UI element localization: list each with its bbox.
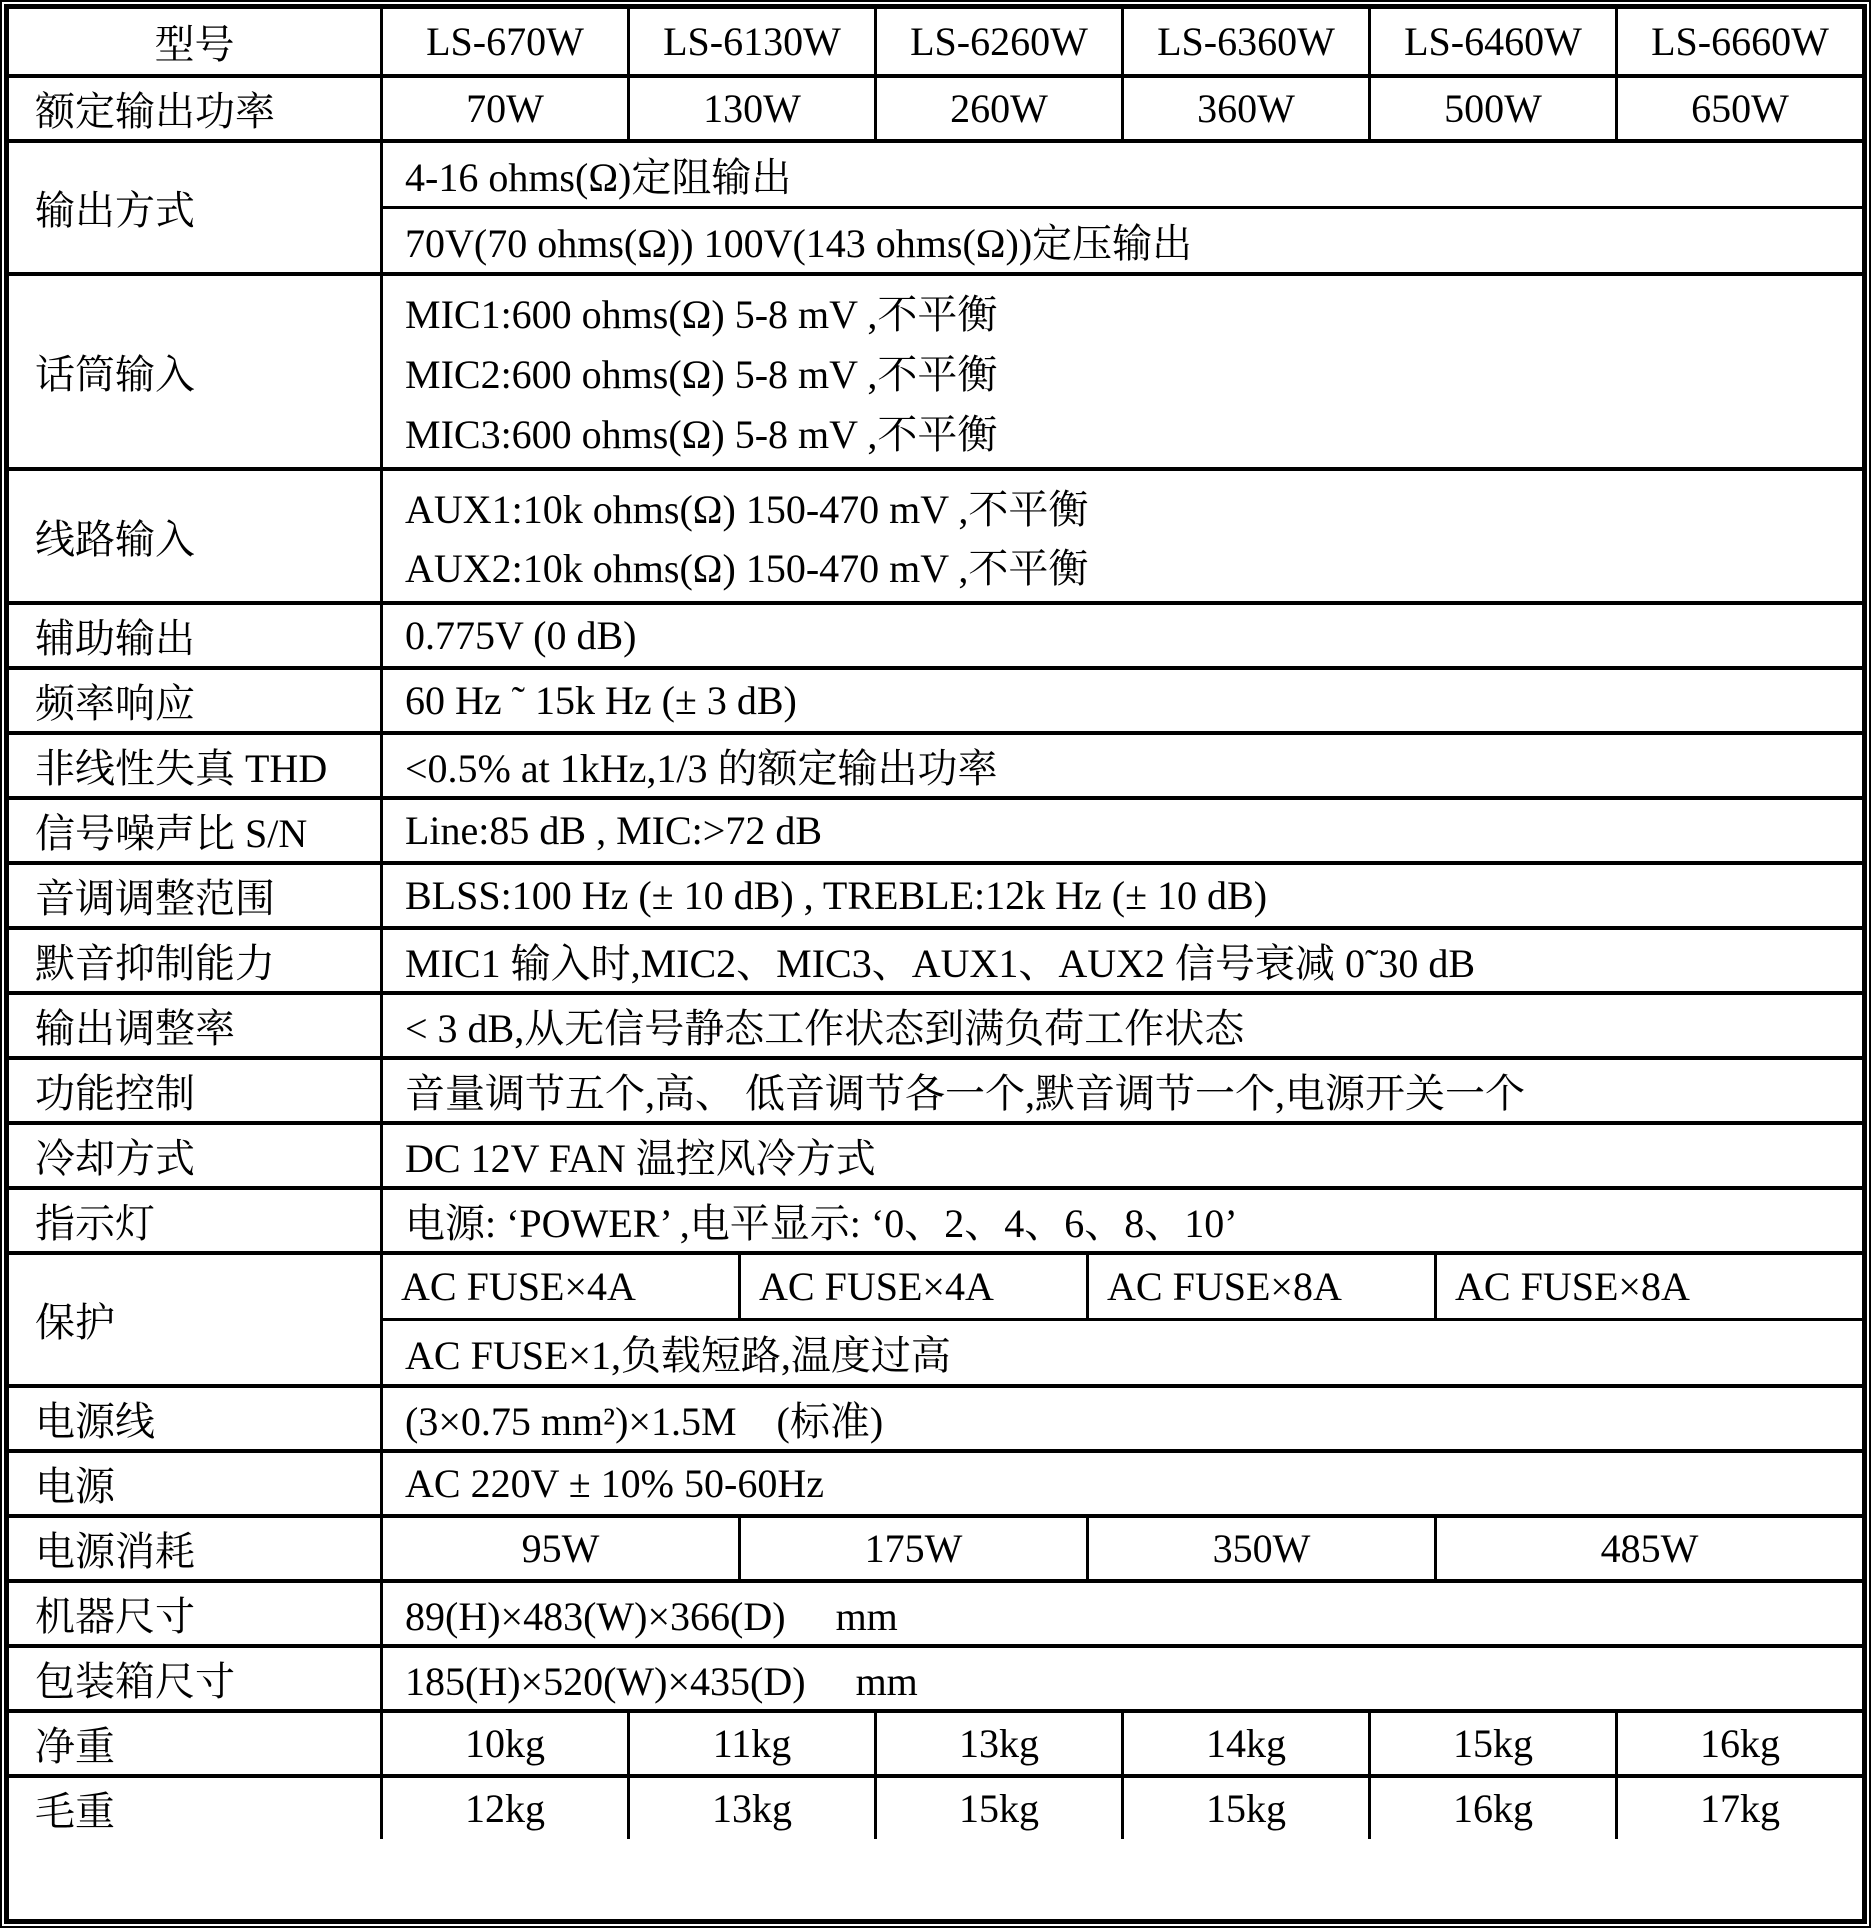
model-name: LS-6660W — [1615, 9, 1862, 74]
output-mode-value: 70V(70 ohms(Ω)) 100V(143 ohms(Ω))定压输出 — [405, 221, 1193, 266]
row-regulation — [9, 991, 1862, 1056]
row-value: < 3 dB,从无信号静态工作状态到满负荷工作状态 — [405, 1006, 1245, 1051]
row-value: 60 Hz ˜ 15k Hz (± 3 dB) — [405, 678, 797, 723]
row-label: 输出调整率 — [9, 995, 383, 1056]
row-label: 毛重 — [9, 1778, 383, 1839]
row-label: 电源 — [9, 1453, 383, 1514]
row-indicators — [9, 1186, 1862, 1251]
row-value: <0.5% at 1kHz,1/3 的额定输出功率 — [405, 746, 998, 791]
row-label: 电源线 — [9, 1388, 383, 1449]
row-power-cord — [9, 1384, 1862, 1449]
rated-power-value: 500W — [1368, 78, 1615, 139]
output-mode-subrows — [383, 143, 1862, 272]
row-label: 指示灯 — [9, 1190, 383, 1251]
model-name: LS-6260W — [874, 9, 1121, 74]
consumption-value: 175W — [738, 1518, 1086, 1579]
gross-weight-value: 16kg — [1368, 1778, 1615, 1839]
row-rated-power — [9, 74, 1862, 139]
output-mode-subrow — [383, 206, 1862, 272]
model-name: LS-670W — [426, 19, 584, 64]
row-label: 净重 — [9, 1713, 383, 1774]
row-label: 频率响应 — [9, 670, 383, 731]
mic-input-line: MIC1:600 ohms(Ω) 5-8 mV ,不平衡 — [405, 292, 998, 338]
net-weight-value: 13kg — [874, 1713, 1121, 1774]
row-value: DC 12V FAN 温控风冷方式 — [405, 1136, 876, 1181]
gross-weight-cells — [383, 1778, 1862, 1839]
row-output-mode — [9, 139, 1862, 272]
fuse-value: AC FUSE×4A — [401, 1264, 636, 1309]
fuse-value: AC FUSE×4A — [738, 1255, 1086, 1318]
row-label: 型号 — [9, 9, 383, 74]
rated-power-value: 70W — [466, 86, 544, 131]
row-label: 保护 — [9, 1255, 383, 1384]
output-mode-value: 4-16 ohms(Ω)定阻输出 — [405, 155, 792, 200]
model-name: LS-6130W — [627, 9, 874, 74]
row-value: AC 220V ± 10% 50-60Hz — [405, 1461, 824, 1506]
row-value: 185(H)×520(W)×435(D) mm — [405, 1659, 918, 1704]
row-value: BLSS:100 Hz (± 10 dB) , TREBLE:12k Hz (± 10 dB) — [405, 873, 1268, 918]
row-label: 信号噪声比 S/N — [9, 800, 383, 861]
spec-table — [4, 4, 1867, 1924]
consumption-value: 485W — [1434, 1518, 1862, 1579]
row-protection — [9, 1251, 1862, 1384]
rated-power-value: 360W — [1121, 78, 1368, 139]
gross-weight-value: 17kg — [1615, 1778, 1862, 1839]
row-value: Line:85 dB , MIC:>72 dB — [405, 808, 823, 853]
row-label: 辅助输出 — [9, 605, 383, 666]
gross-weight-value: 13kg — [627, 1778, 874, 1839]
row-value: (3×0.75 mm²)×1.5M (标准) — [405, 1399, 884, 1444]
row-controls — [9, 1056, 1862, 1121]
protection-value: AC FUSE×1,负载短路,温度过高 — [405, 1333, 951, 1378]
output-mode-subrow — [383, 143, 1862, 206]
rated-power-value: 260W — [874, 78, 1121, 139]
row-label: 线路输入 — [9, 471, 383, 601]
mic-input-value — [383, 276, 1862, 467]
net-weight-cells — [383, 1713, 1862, 1774]
row-freq-response — [9, 666, 1862, 731]
row-label: 输出方式 — [9, 143, 383, 272]
mic-input-line: MIC2:600 ohms(Ω) 5-8 mV ,不平衡 — [405, 351, 998, 397]
row-label: 冷却方式 — [9, 1125, 383, 1186]
row-value: 89(H)×483(W)×366(D) mm — [405, 1594, 898, 1639]
protection-subrow — [383, 1318, 1862, 1384]
protection-subrows — [383, 1255, 1862, 1384]
consumption-value: 95W — [521, 1526, 600, 1571]
model-cells — [383, 9, 1862, 74]
row-label: 默音抑制能力 — [9, 930, 383, 991]
row-machine-size — [9, 1579, 1862, 1644]
rated-power-value: 130W — [627, 78, 874, 139]
row-power-supply — [9, 1449, 1862, 1514]
row-value: 音量调节五个,高、 低音调节各一个,默音调节一个,电源开关一个 — [405, 1071, 1525, 1116]
protection-fuse-subrow — [383, 1255, 1862, 1318]
row-aux-output — [9, 601, 1862, 666]
rated-power-cells — [383, 78, 1862, 139]
row-label: 包装箱尺寸 — [9, 1648, 383, 1709]
mic-input-line: MIC3:600 ohms(Ω) 5-8 mV ,不平衡 — [405, 411, 998, 457]
row-value: MIC1 输入时,MIC2、MIC3、AUX1、AUX2 信号衰减 0˜30 dB — [405, 941, 1476, 986]
line-input-value — [383, 471, 1862, 601]
row-line-input — [9, 467, 1862, 601]
row-consumption — [9, 1514, 1862, 1579]
net-weight-value: 16kg — [1615, 1713, 1862, 1774]
fuse-value: AC FUSE×8A — [1434, 1255, 1862, 1318]
row-label: 额定输出功率 — [9, 78, 383, 139]
fuse-value: AC FUSE×8A — [1086, 1255, 1434, 1318]
row-mute-depth — [9, 926, 1862, 991]
net-weight-value: 15kg — [1368, 1713, 1615, 1774]
row-net-weight — [9, 1709, 1862, 1774]
row-model — [9, 9, 1862, 74]
row-label: 非线性失真 THD — [9, 735, 383, 796]
row-mic-input — [9, 272, 1862, 467]
consumption-value: 350W — [1086, 1518, 1434, 1579]
row-thd — [9, 731, 1862, 796]
consumption-cells — [383, 1518, 1862, 1579]
row-label: 功能控制 — [9, 1060, 383, 1121]
fuse-cells — [383, 1255, 1862, 1318]
net-weight-value: 14kg — [1121, 1713, 1368, 1774]
row-label: 话筒输入 — [9, 276, 383, 467]
row-value: 电源: ‘POWER’ ,电平显示: ‘0、2、4、6、8、10’ — [405, 1201, 1238, 1246]
net-weight-value: 10kg — [465, 1721, 545, 1766]
net-weight-value: 11kg — [627, 1713, 874, 1774]
gross-weight-value: 12kg — [465, 1786, 545, 1831]
row-label: 音调调整范围 — [9, 865, 383, 926]
model-name: LS-6460W — [1368, 9, 1615, 74]
row-label: 机器尺寸 — [9, 1583, 383, 1644]
row-label: 电源消耗 — [9, 1518, 383, 1579]
row-cooling — [9, 1121, 1862, 1186]
rated-power-value: 650W — [1615, 78, 1862, 139]
row-tone-range — [9, 861, 1862, 926]
gross-weight-value: 15kg — [874, 1778, 1121, 1839]
model-name: LS-6360W — [1121, 9, 1368, 74]
line-input-line: AUX1:10k ohms(Ω) 150-470 mV ,不平衡 — [405, 487, 1089, 532]
row-snr — [9, 796, 1862, 861]
gross-weight-value: 15kg — [1121, 1778, 1368, 1839]
row-gross-weight — [9, 1774, 1862, 1839]
row-package-size — [9, 1644, 1862, 1709]
line-input-line: AUX2:10k ohms(Ω) 150-470 mV ,不平衡 — [405, 546, 1089, 591]
row-value: 0.775V (0 dB) — [405, 613, 637, 658]
